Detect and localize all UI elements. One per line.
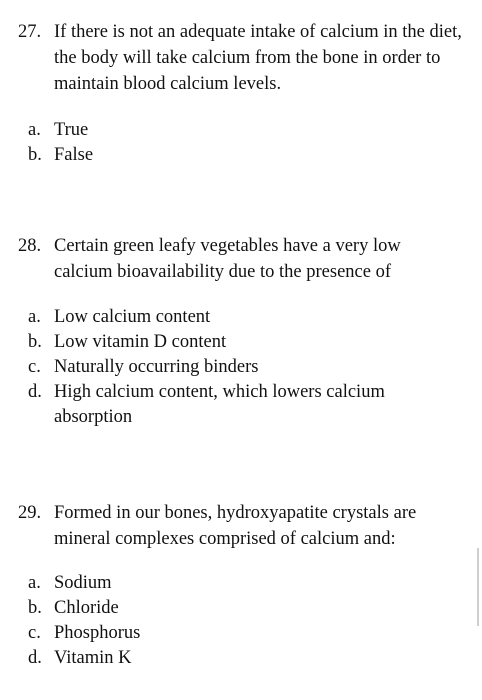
option-text: Vitamin K: [54, 648, 132, 668]
answer-option-d[interactable]: [0, 646, 482, 671]
question-text: If there is not an adequate intake of calcium in the diet, the body will take calcium from the bone in order to maintain blood calcium levels.: [54, 22, 462, 94]
question-28: [0, 233, 482, 430]
option-letter: a.: [28, 573, 41, 593]
option-text: Low vitamin D content: [54, 332, 227, 352]
question-text: Certain green leafy vegetables have a very low calcium bioavailability due to the presence of: [54, 236, 401, 282]
option-text: Low calcium content: [54, 307, 211, 327]
answer-options: [0, 305, 482, 430]
question-29: [0, 500, 482, 671]
answer-options: [0, 118, 482, 168]
scrollbar-thumb[interactable]: [477, 548, 479, 626]
option-letter: d.: [28, 382, 42, 402]
option-text: Naturally occurring binders: [54, 357, 259, 377]
option-letter: a.: [28, 120, 41, 140]
answer-option-b[interactable]: [0, 143, 482, 168]
option-text: True: [54, 120, 89, 140]
question-number: 28.: [18, 236, 42, 256]
question-27: [0, 19, 482, 168]
option-letter: c.: [28, 357, 41, 377]
answer-option-b[interactable]: [0, 596, 482, 621]
option-letter: c.: [28, 623, 41, 643]
question-stem: [0, 233, 482, 285]
answer-options: [0, 571, 482, 671]
option-letter: b.: [28, 332, 42, 352]
answer-option-a[interactable]: [0, 571, 482, 596]
answer-option-a[interactable]: [0, 305, 482, 330]
question-stem: [0, 19, 482, 97]
answer-option-a[interactable]: [0, 118, 482, 143]
option-text: High calcium content, which lowers calcium absorption: [54, 382, 385, 427]
question-number: 29.: [18, 503, 42, 523]
option-letter: d.: [28, 648, 42, 668]
option-text: False: [54, 145, 94, 165]
option-text: Sodium: [54, 573, 112, 593]
option-letter: b.: [28, 145, 42, 165]
question-stem: [0, 500, 482, 552]
option-text: Chloride: [54, 598, 119, 618]
option-letter: a.: [28, 307, 41, 327]
option-text: Phosphorus: [54, 623, 141, 643]
question-number: 27.: [18, 22, 42, 42]
answer-option-d[interactable]: [0, 380, 482, 430]
answer-option-b[interactable]: [0, 330, 482, 355]
answer-option-c[interactable]: [0, 355, 482, 380]
question-text: Formed in our bones, hydroxyapatite crystals are mineral complexes comprised of calcium and:: [54, 503, 417, 549]
option-letter: b.: [28, 598, 42, 618]
answer-option-c[interactable]: [0, 621, 482, 646]
